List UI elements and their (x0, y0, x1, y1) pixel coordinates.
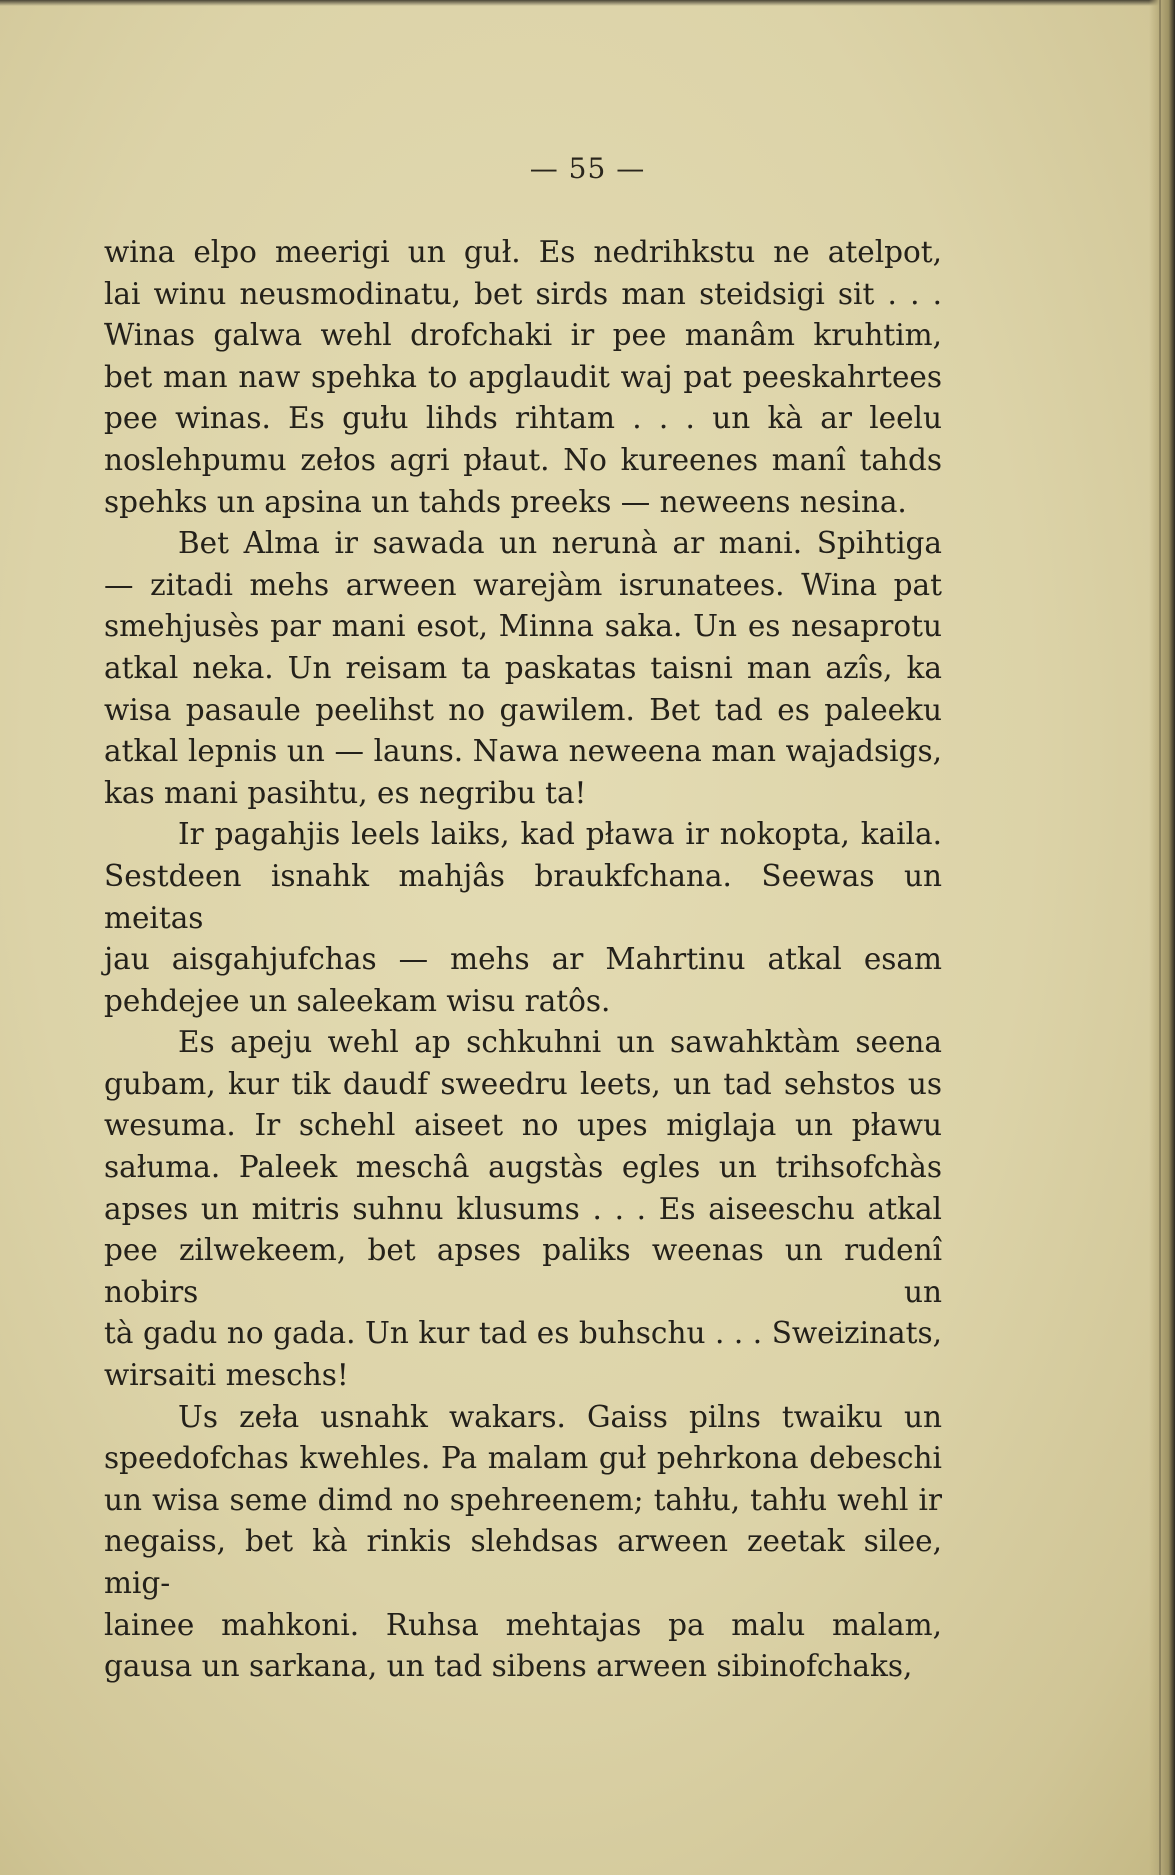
text-line: apses un mitris suhnu klusums . . . Es aiseeschu atkal (104, 1191, 942, 1226)
text-line: pee zilwekeem, bet apses paliks weenas un rudenî nobirs un (104, 1233, 942, 1309)
page-number: — 55 — (529, 152, 646, 185)
text-line: jau aisgahjufchas — mehs ar Mahrtinu atkal esam (104, 942, 942, 977)
page-right-edge (1149, 0, 1175, 1875)
text-line: gubam, kur tik daudf sweedru leets, un tad sehstos us (104, 1066, 942, 1101)
paragraph (104, 1397, 942, 1688)
paragraph (104, 1022, 942, 1396)
text-line: Ir pagahjis leels laiks, kad pława ir nokopta, kaila. (178, 817, 942, 852)
text-line: pehdejee un saleekam wisu ratôs. (104, 983, 611, 1018)
text-line: gausa un sarkana, un tad sibens arween sibinofchaks, (104, 1649, 913, 1684)
text-line: Us zeła usnahk wakars. Gaiss pilns twaiku un (178, 1399, 942, 1434)
text-line: — zitadi mehs arween warejàm isrunatees. Wina pat (104, 567, 942, 602)
text-line: noslehpumu zełos agri płaut. No kureenes manî tahds (104, 442, 942, 477)
text-line: speedofchas kwehles. Pa malam guł pehrkona debeschi (104, 1441, 942, 1476)
text-line: bet man naw spehka to apglaudit waj pat peeskahrtees (104, 359, 942, 394)
text-line: kas mani pasihtu, es negribu ta! (104, 775, 587, 810)
text-line: Winas galwa wehl drofchaki ir pee manâm kruhtim, (104, 318, 942, 353)
text-line: un wisa seme dimd no spehreenem; tahłu, tahłu wehl ir (104, 1482, 942, 1517)
text-line: wesuma. Ir schehl aiseet no upes miglaja un pławu (104, 1108, 942, 1143)
text-line: negaiss, bet kà rinkis slehdsas arween zeetak silee, mig- (104, 1524, 942, 1600)
text-line: wisa pasaule peelihst no gawilem. Bet tad es paleeku (104, 692, 942, 727)
page-top-edge (0, 0, 1175, 6)
paragraph (104, 523, 942, 814)
text-line: wina elpo meerigi un guł. Es nedrihkstu ne atelpot, (104, 235, 942, 269)
paragraph (104, 814, 942, 1022)
paragraph (104, 232, 942, 523)
text-line: atkal lepnis un — launs. Nawa neweena man wajadsigs, (104, 734, 942, 769)
text-line: spehks un apsina un tahds preeks — neweens nesina. (104, 484, 907, 519)
page-fold-line (1159, 0, 1161, 1875)
text-line: sałuma. Paleek meschâ augstàs egles un trihsofchàs (104, 1150, 942, 1185)
text-line: Bet Alma ir sawada un nerunà ar mani. Spihtiga (178, 526, 942, 561)
text-line: Es apeju wehl ap schkuhni un sawahktàm seena (178, 1025, 942, 1060)
text-line: Sestdeen isnahk mahjâs braukfchana. Seewas un meitas (104, 858, 942, 935)
text-line: wirsaiti meschs! (104, 1358, 349, 1393)
text-line: pee winas. Es gułu lihds rihtam . . . un kà ar leelu (104, 401, 942, 436)
text-line: tà gadu no gada. Un kur tad es buhschu . . . Sweizinats, (104, 1316, 942, 1351)
body-text (104, 232, 942, 1688)
text-line: lainee mahkoni. Ruhsa mehtajas pa malu malam, (104, 1607, 942, 1642)
text-line: smehjusès par mani esot, Minna saka. Un es nesaprotu (104, 609, 942, 644)
text-line: atkal neka. Un reisam ta paskatas taisni man azîs, ka (104, 650, 942, 685)
text-line: lai winu neusmodinatu, bet sirds man steidsigi sit . . . (104, 276, 942, 311)
